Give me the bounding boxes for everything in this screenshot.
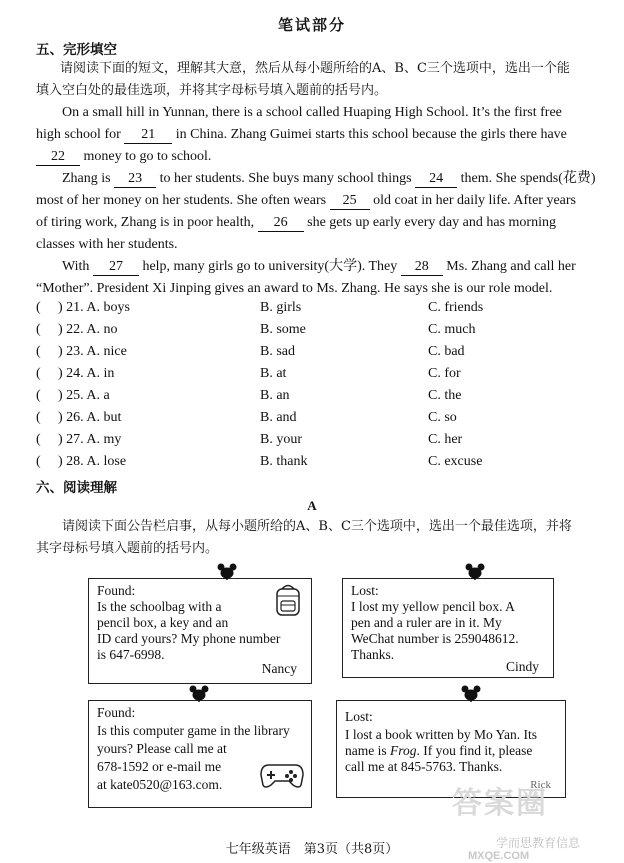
notice-line: call me at 845-5763. Thanks. <box>345 759 503 774</box>
option-b: B. sad <box>260 344 295 359</box>
game-controller-icon <box>259 759 305 791</box>
section-5-heading: 五、完形填空 <box>36 42 117 58</box>
section-6-instruction-line1: 请阅读下面公告栏启事，从每小题所给的A、B、C三个选项中，选出一个最佳选项，并将 <box>62 519 572 534</box>
option-c: C. friends <box>428 300 484 315</box>
notice-line: at kate0520@163.com. <box>97 777 223 792</box>
blank-23[interactable]: 23 <box>114 171 156 188</box>
answer-paren[interactable]: ( <box>36 366 41 381</box>
question-25: ) 25. A. a <box>58 388 110 403</box>
notice-signature: Cindy <box>505 659 539 674</box>
pushpin-icon <box>186 684 212 702</box>
option-c: C. so <box>428 410 457 425</box>
answer-paren[interactable]: ( <box>36 300 41 315</box>
question-22: ) 22. A. no <box>58 322 118 337</box>
answer-paren[interactable]: ( <box>36 410 41 425</box>
notice-line: is 647-6998. <box>97 647 165 662</box>
section-5-instruction-line1: 请阅读下面的短文，理解其大意，然后从每小题所给的A、B、C三个选项中，选出一个能 <box>60 61 570 76</box>
question-24: ) 24. A. in <box>58 366 115 381</box>
watermark-text: 学而思教育信息 <box>496 836 581 850</box>
option-b: B. your <box>260 432 302 447</box>
notice-line: WeChat number is 259048612. <box>351 631 519 646</box>
question-27: ) 27. A. my <box>58 432 122 447</box>
section-6-heading: 六、阅读理解 <box>36 480 117 496</box>
blank-28[interactable]: 28 <box>401 259 443 276</box>
blank-27[interactable]: 27 <box>93 259 139 276</box>
question-28: ) 28. A. lose <box>58 454 127 469</box>
passage-line: Zhang is 23 to her students. She buys many school things 24 them. She spends(花费) <box>62 171 596 186</box>
book-title: Frog <box>390 743 417 758</box>
blank-21[interactable]: 21 <box>124 127 172 144</box>
notice-line: Thanks. <box>351 647 395 662</box>
question-23: ) 23. A. nice <box>58 344 127 359</box>
option-c: C. the <box>428 388 462 403</box>
notice-line: Is this computer game in the library <box>97 723 290 738</box>
passage-line: most of her money on her students. She often wears 25 old coat in her daily life. After years <box>36 193 576 208</box>
notice-signature: Rick <box>530 779 551 791</box>
option-c: C. her <box>428 432 463 447</box>
notice-lost-cindy <box>342 578 554 678</box>
blank-26[interactable]: 26 <box>258 215 304 232</box>
notice-signature: Nancy <box>261 661 297 676</box>
notice-line: yours? Please call me at <box>97 741 227 756</box>
pushpin-icon <box>214 562 240 580</box>
passage-line: high school for 21 in China. Zhang Guimei starts this school because the girls there have <box>36 127 567 142</box>
section-6-instruction-line2: 其字母标号填入题前的括号内。 <box>36 541 219 556</box>
option-b: B. at <box>260 366 287 381</box>
pushpin-icon <box>458 684 484 702</box>
notice-label: Found: <box>97 705 136 720</box>
notice-line: Is the schoolbag with a <box>97 599 222 614</box>
question-21: ) 21. A. boys <box>58 300 130 315</box>
blank-24[interactable]: 24 <box>415 171 457 188</box>
notice-label: Lost: <box>351 583 379 598</box>
question-26: ) 26. A. but <box>58 410 122 425</box>
answer-paren[interactable]: ( <box>36 344 41 359</box>
pushpin-icon <box>462 562 488 580</box>
option-c: C. excuse <box>428 454 483 469</box>
option-c: C. much <box>428 322 476 337</box>
passage-line: classes with her students. <box>36 237 178 252</box>
passage-line: 22 money to go to school. <box>36 146 211 168</box>
passage-line: “Mother”. President Xi Jinping gives an award to Ms. Zhang. He says she is our role model. <box>36 281 553 296</box>
watermark-logo: 答案圈 <box>452 787 548 820</box>
notice-line: name is Frog. If you find it, please <box>345 743 533 758</box>
notice-line: pencil box, a key and an <box>97 615 229 630</box>
option-b: B. girls <box>260 300 302 315</box>
notice-line: ID card yours? My phone number <box>97 631 281 646</box>
notice-label: Found: <box>97 583 136 598</box>
answer-paren[interactable]: ( <box>36 322 41 337</box>
passage-line: With 27 help, many girls go to university(大学). They 28 Ms. Zhang and call her <box>62 259 576 274</box>
notice-label: Lost: <box>345 709 373 724</box>
schoolbag-icon <box>273 583 303 617</box>
page-footer: 七年级英语 第3页（共8页） <box>225 842 399 857</box>
option-b: B. thank <box>260 454 308 469</box>
option-c: C. for <box>428 366 461 381</box>
passage-a-heading: A <box>307 498 317 513</box>
answer-paren[interactable]: ( <box>36 388 41 403</box>
notice-found-kate <box>88 700 312 808</box>
passage-line: On a small hill in Yunnan, there is a school called Huaping High School. It’s the first free <box>62 105 562 120</box>
page-title: 笔试部分 <box>277 16 346 34</box>
option-b: B. some <box>260 322 306 337</box>
answer-paren[interactable]: ( <box>36 432 41 447</box>
passage-line: of tiring work, Zhang is in poor health, 26 she gets up early every day and has morning <box>36 215 556 230</box>
blank-25[interactable]: 25 <box>330 193 370 210</box>
blank-22[interactable]: 22 <box>36 149 80 166</box>
notice-line: I lost a book written by Mo Yan. Its <box>345 727 537 742</box>
notice-found-nancy <box>88 578 312 684</box>
section-5-instruction-line2: 填入空白处的最佳选项，并将其字母标号填入题前的括号内。 <box>36 83 388 98</box>
notice-line: I lost my yellow pencil box. A <box>351 599 515 614</box>
option-b: B. and <box>260 410 297 425</box>
notice-line: 678-1592 or e-mail me <box>97 759 222 774</box>
option-c: C. bad <box>428 344 465 359</box>
notice-line: pen and a ruler are in it. My <box>351 615 502 630</box>
option-b: B. an <box>260 388 290 403</box>
answer-paren[interactable]: ( <box>36 454 41 469</box>
watermark-url: MXQE.COM <box>468 850 530 862</box>
